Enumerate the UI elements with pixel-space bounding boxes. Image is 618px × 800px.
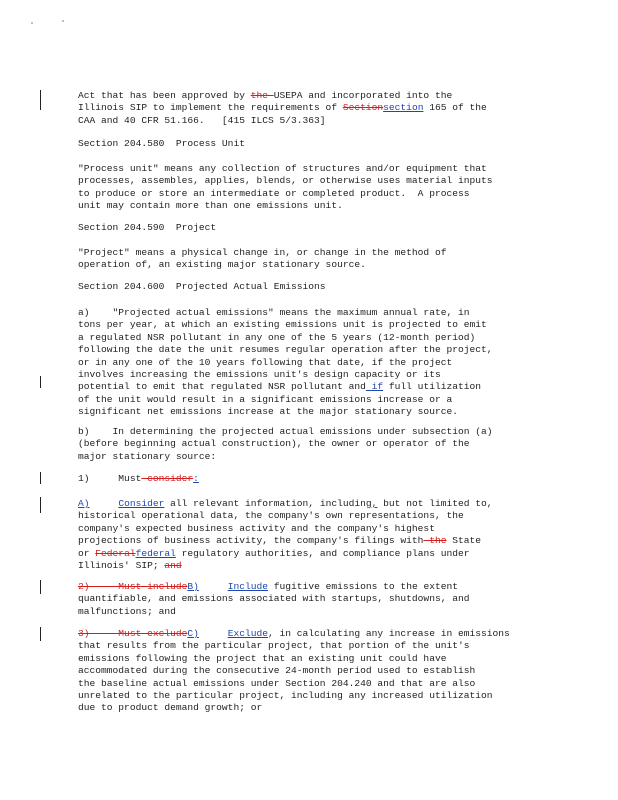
scan-speck <box>62 20 64 22</box>
item-C <box>78 628 538 715</box>
change-bar <box>40 580 41 594</box>
text-run: all relevant information, including <box>164 498 372 509</box>
text-run <box>90 498 119 509</box>
project-definition: "Project" means a physical change in, or change in the method of operation of, an existing major stationary source. <box>78 247 447 271</box>
deleted-text: the <box>423 535 447 547</box>
text-run <box>199 581 228 592</box>
change-bar <box>40 472 41 484</box>
inserted-text: section <box>383 102 424 114</box>
deleted-text: Section <box>342 102 384 114</box>
text-run: State or <box>78 535 482 559</box>
inserted-text: C) <box>187 628 199 639</box>
inserted-text: , <box>371 498 378 509</box>
inserted-text: B) <box>187 581 199 592</box>
inserted-text: A) <box>78 498 90 509</box>
change-bar <box>40 90 41 110</box>
subsection-a <box>78 307 538 419</box>
section-204-600-heading: Section 204.600 Projected Actual Emissions <box>78 281 326 292</box>
item-1 <box>78 473 538 485</box>
inserted-text: if <box>365 381 384 393</box>
change-bar <box>40 497 41 513</box>
inserted-text: federal <box>135 547 176 559</box>
text-run: 165 of the CAA and 40 CFR 51.166. [415 ILCS 5/3.363] <box>78 102 487 126</box>
inserted-text: : <box>193 473 199 484</box>
process-unit-definition: "Process unit" means any collection of structures and/or equipment that processes, assembles, applies, blends, or otherwise uses material inputs to produce or store an intermediate or completed product. A process unit may contain more than one emissions unit. <box>78 163 493 212</box>
section-204-580-heading: Section 204.580 Process Unit <box>78 138 245 149</box>
deleted-text: the <box>250 90 274 101</box>
deleted-text: consider <box>141 473 194 484</box>
text-run: regulatory authorities, and compliance plans under Illinois' SIP; <box>78 547 470 572</box>
text-run: 1) Must <box>78 473 142 484</box>
text-run: Act that has been approved by <box>78 90 251 101</box>
intro-paragraph <box>78 90 538 127</box>
item-B <box>78 581 538 618</box>
subsection-b: b) In determining the projected actual emissions under subsection (a) (before beginning actual construction), the owner or operator of the major stationary source: <box>78 426 493 462</box>
inserted-text: Consider <box>118 498 165 509</box>
deleted-text: Federal <box>95 547 136 559</box>
text-run: full utilization of the unit would result in a significant emissions increase or a significant net emissions increase at the major stationary source. <box>78 381 482 418</box>
section-204-590-heading: Section 204.590 Project <box>78 222 217 233</box>
deleted-text: and <box>164 560 182 572</box>
text-run: USEPA and incorporated into the Illinois SIP to implement the requirements of <box>78 90 453 114</box>
text-run: , in calculating any increase in emissions that results from the particular project, that portion of the unit's emissions following the project that an existing unit could have accommodated during the consecutive 24-month period used to establish the baseline actual emissions under Section 204.240 and that are also unrelated to the particular project, including any increased utilization due to product demand growth; or <box>78 628 510 714</box>
inserted-text: Exclude <box>227 628 269 639</box>
text-run: a) "Projected actual emissions" means the maximum annual rate, in tons per year, at which an existing emissions unit is projected to emit a regulated NSR pollutant in any one of the 5 years (12-month period) following the date the unit resumes regular operation after the project, or in any one of the 10 years following that date, if the project involves increasing the emissions unit's design capacity or its potential to emit that regulated NSR pollutant and <box>78 307 493 393</box>
item-A <box>78 498 538 572</box>
text-run <box>199 628 228 639</box>
change-bar <box>40 376 41 388</box>
scan-speck <box>31 22 33 24</box>
text-run: fugitive emissions to the extent quantifiable, and emissions associated with startups, shutdowns, and malfunctions; and <box>78 581 470 617</box>
deleted-text: 2) Must include <box>78 581 188 592</box>
text-run: but not limited to, historical operational data, the company's own representations, the company's expected business activity and the company's highest projections of business activity, the company's filings with <box>78 498 493 547</box>
deleted-text: 3) Must exclude <box>78 628 188 639</box>
change-bar <box>40 627 41 641</box>
inserted-text: Include <box>227 581 269 592</box>
